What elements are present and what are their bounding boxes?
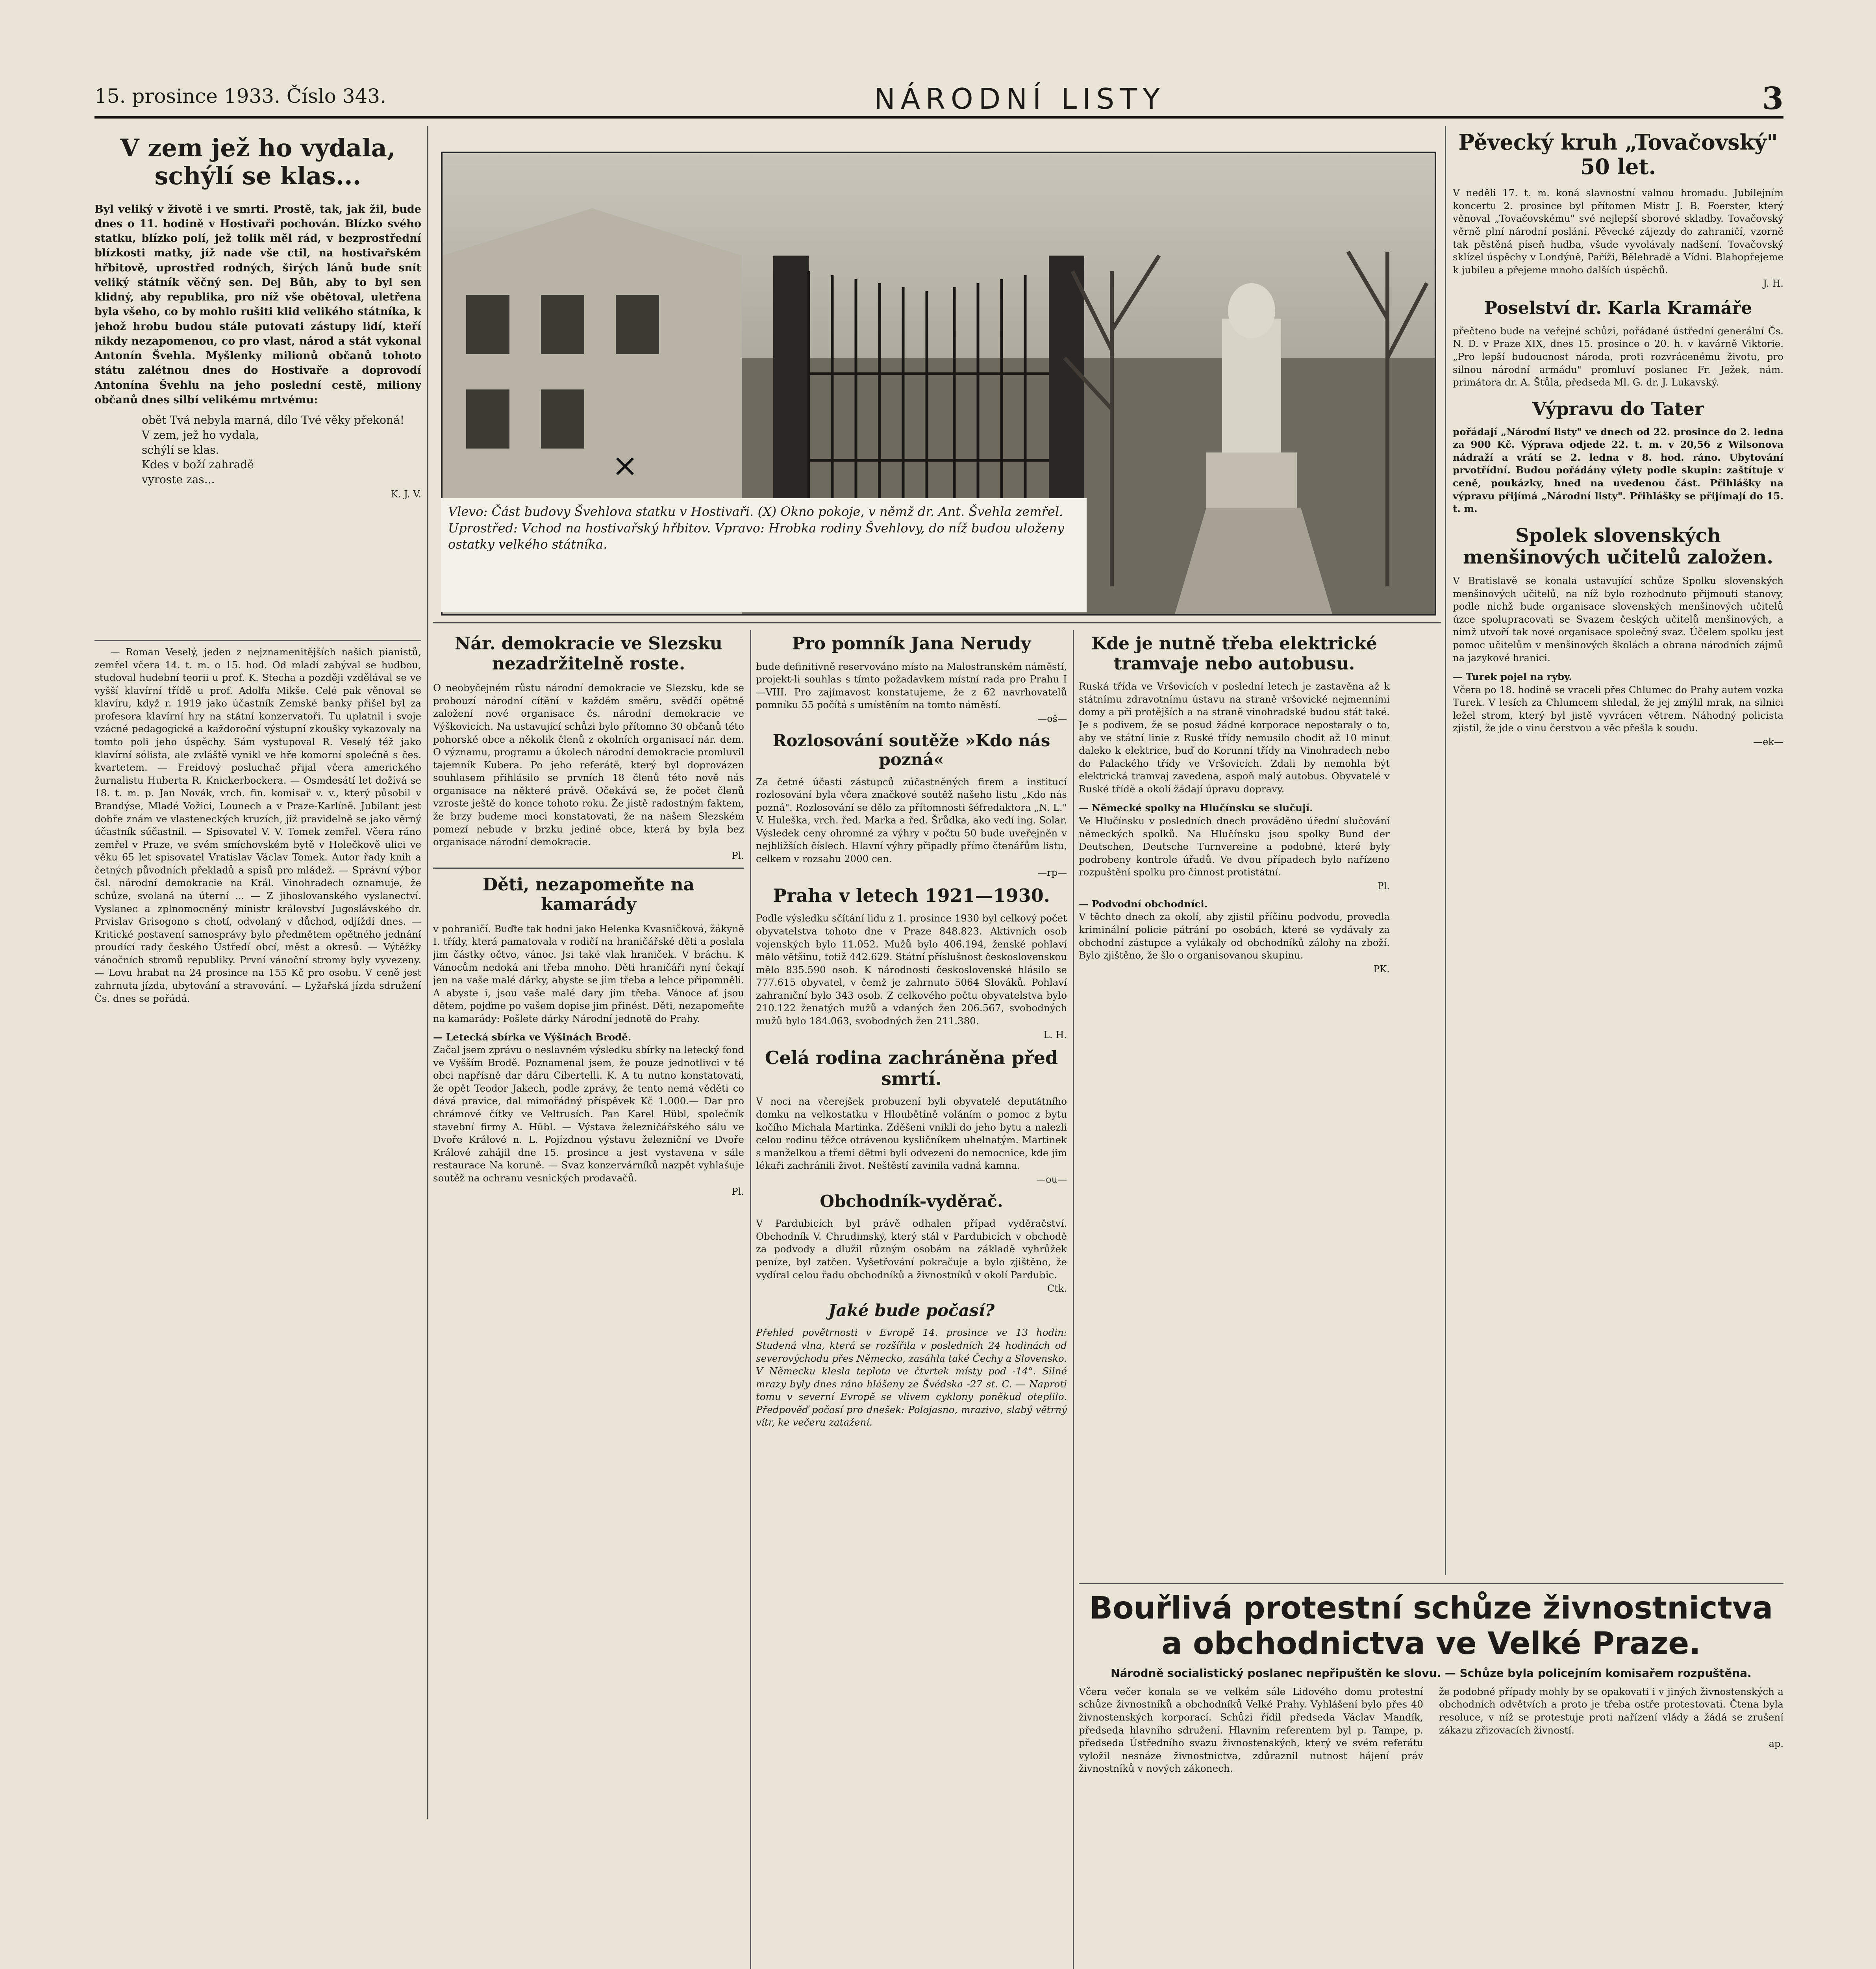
article-title: — Letecká sbírka ve Výšinách Brodě. [433, 1031, 632, 1043]
divider [433, 622, 1441, 623]
article-body: O neobyčejném růstu národní demokracie ve Slezsku, kde se probouzí národní cítění v každém směru, svědčí opětně založení nové organisace čs. národní demokracie ve Výškovicích. Na ustavující schůzi bylo přítomno 30 občanů této pohorské obce a několik členů z okolních organisací nár. dem. O významu, programu a úkolech národní demokracie promluvil tajemník Kubera. Po jeho referátě, který byl doprovázen souhlasem přihlásilo se prvních 18 členů této nově nás organisace na některé právě. Očekává se, že počet členů vzroste ještě do konce tohoto roku. Že jistě radostným faktem, že brzy budeme moci konstatovati, že na našem Slezském pomezí nebude v brzku jediné obce, která by byla bez organisace národní demokracie. [433, 682, 744, 848]
article-title: Pěvecký kruh „Tovačovský" 50 let. [1458, 130, 1778, 180]
column-divider [750, 630, 751, 1969]
article-body: Byl veliký v životě i ve smrti. Prostě, tak, jak žil, bude dnes o 11. hodině v Hostivaři pochován. Blízko svého statku, blízko polí, jež tolik měl rád, v bezprostřední blízkosti matky, jíž nade vše ctil, na hostivařském hřbitově, uprostřed rodných, širých lánů bude snít veliký státník věčný sen. Dej Bůh, aby to byl sen klidný, aby republika, pro níž vše obětoval, uletřena byla všeho, co by mohlo rušiti klid velikého státníka, k jehož hrobu budou stále putovati zástupy lidí, kteří nikdy nezapomenou, co pro vlast, národ a stát vykonal Antonín Švehla. Myšlenky milionů občanů tohoto státu zalétnou dnes do Hostivaře a doprovodí Antonína Švehlu na jeho poslední cestě, miliony občanů dnes silbí velikému mrtvému: [94, 203, 421, 406]
article-title: Spolek slovenských menšinových učitelů založen. [1463, 524, 1773, 568]
article-title: Nár. demokracie ve Slezsku nezadržitelně roste. [455, 634, 722, 674]
article-body: Přehled povětrnosti v Evropě 14. prosince ve 13 hodin: Studená vlna, která se rozšířila v posledních 24 hodinách od severovýchodu přes Německo, zasáhla také Čechy a Slovensko. V Německu klesla teplota ve čtvrtek místy pod -14°. Silné mrazy byly dnes ráno hlášeny ze Švédska -27 st. C. — Naproti tomu v severní Evropě se vlivem cyklony poněkud oteplilo. Předpověď počasí pro dnešek: Polojasno, mrazivo, slabý větrný vítr, ke večeru zatažení. [756, 1327, 1067, 1428]
signature: K. J. V. [391, 489, 421, 500]
article-title: Rozlosování soutěže »Kdo nás pozná« [772, 730, 1050, 769]
article-title: Pro pomník Jana Nerudy [792, 634, 1031, 654]
article-body: v pohraničí. Buďte tak hodni jako Helenka Kvasničková, žákyně I. třídy, která pamatovala v rodičí na hraničářské děti a poslala jim částky očtvo, vánoc. Jsi také vlak hraniček. V bráchu. K Vánocům nedoká ani třeba mnoho. Děti hraničáři nyní čekají jen na vaše malé dárky, abyste se jim třeba a lehce připomněli. A abyste i, jsou vaše malé dary jim třeba. Vánoce ať jsou dětem, pojďme po vašem dopise jim přinést. Děti, nezapomeňte na kamarády: Pošlete dárky Národní jednotě do Prahy. [433, 923, 744, 1024]
divider [1079, 1583, 1783, 1584]
article-body: Začal jsem zprávu o neslavném výsledku sbírky na letecký fond ve Vyšším Brodě. Poznamenal jsem, že pouze jednotlivci v té obci napřísně dar dáru Cibertelli. K. A tu nutno konstatovati, že opět Teodor Jakech, podle zprávy, že tento nemá věděti co dává pravice, dal mimořádný příspěvek Kč 1.000.— Dar pro chrámové čítky ve Veltrusích. Pan Karel Hübl, společník stavební firmy A. Hübl. — Výstava železničářského sálu ve Dvoře Králové n. L. Pojízdnou výstavu železniční ve Dvoře Králové zahájil dne 15. prosince a jest vystavena v sále restaurace Na koruně. — Svaz konzervárníků nazpět vyhlašuje soutěž na ochranu vesnických prodavačů. [433, 1044, 744, 1184]
article-body: bude definitivně reservováno místo na Malostranském náměstí, projekt-li souhlas s tímto požadavkem místní rada pro Prahu I—VIII. Pro zajímavost konstatujeme, že z 62 navrhovatelů pomníku 55 počítá s umístěním na tomto náměstí. [756, 660, 1067, 711]
svg-text:×: × [612, 447, 639, 484]
article-title: — Podvodní obchodníci. [1079, 898, 1208, 910]
column-divider [1445, 126, 1446, 1575]
poem [142, 413, 421, 487]
article-body: Ruská třída ve Vršovicích v poslední letech je zastavěna až k státnímu zdravotnímu ústavu na straně vršovické nejmenními domy a při protějších a na straně vinohradské budou stát také. Je s podivem, že se posud žádné korporace nepostaraly o to, aby ve státní linie z Ruské třídy nemusilo chodit až 10 minut daleko k elektrice, buď do Korunní třídy na Vinohradech nebo do Palackého třídy ve Vršovicích. Zdali by nemohla být elektrická tramvaj zavedena, aspoň malý autobus. Obyvatelé v Ruské třídě a okolí žádají úpravu dopravy. [1079, 680, 1390, 795]
signature: —ek— [1753, 736, 1783, 747]
article-body: Včera večer konala se ve velkém sále Lidového domu protestní schůze živnostníků a obchodníků Velké Prahy. Vyhlášení bylo přes 40 živnostenských korporací. Schůzi řídil předseda Václav Mandík, předseda hlavního sdružení. Hlavním referentem byl p. Tampe, p. předseda Ústředního svazu živnostenských, který ve svém referátu vyložil nesnáze živnostnictva, zdůraznil nutnost hájení práv živnostníků v nových zákonech. [1079, 1685, 1423, 1774]
signature: Pl. [1377, 880, 1390, 892]
article-body: Podle výsledku sčítání lidu z 1. prosince 1930 byl celkový počet obyvatelstva tohoto dne v Praze 848.823. Aktivních osob vojenských bylo 11.052. Mužů bylo 406.194, ženské pohlaví mělo většinu, totiž 442.629. Státní příslušnost československou mělo 835.590 osob. K národnosti československé hlásilo se 777.615 obyvatel, v čemž je zahrnuto 5064 Slováků. Pohlaví zahraniční bylo 343 osob. Z celkového počtu obyvatelstva bylo 210.122 ženatých mužů a vdaných žen 206.567, svobodných mužů bylo 184.063, svobodných žen 211.380. [756, 912, 1067, 1027]
signature: Pl. [732, 1186, 744, 1198]
article-title: — Turek pojel na ryby. [1453, 671, 1572, 683]
column-2 [433, 630, 744, 1642]
issue-date: 15. prosince 1933. Číslo 343. [94, 85, 387, 108]
page-number: 3 [1762, 81, 1783, 117]
signature: L. H. [1043, 1029, 1067, 1040]
signature: —oš— [1037, 713, 1067, 724]
notes-text: — Roman Veselý, jeden z nejznamenitějších našich pianistů, zemřel včera 14. t. m. o 15. hod. Od mladí zabýval se hudbou, studoval hudební teorii u prof. K. Stecha a později vzdělával se ve vyšší klavírní třídě u prof. Adolfa Mikše. Celé pak věnoval se klavíru, když r. 1919 jako účastník Zemské banky přišel byl za profesora klavírní hry na státní konzervatoři. Tu uplatnil i svoje vzácné pedagogické a každoroční výstupní zkoušky vykazovaly na tomto poli jeho úspěchy. Sám vystupoval R. Veselý též jako klavírní sólista, ale zvláště vynikl ve hře komorní společně s čes. kvartetem. — Freidový posluchač přijal včera amerického žurnalistu Huberta R. Knickerbockera. — Osmdesátí let dožívá se 18. t. m. p. Jan Novák, vrch. fin. komisař v. v., který působil v Brandýse, Mladé Vožici, Lounech a v Praze-Karlíně. Jubilant jest dobře znám ve vlasteneckých kruzích, již pravidelně se jako věrný účastník súčastnil. — Spisovatel V. V. Tomek zemřel. Včera ráno zemřel v Praze, ve svém smíchovském bytě v Holečkově ulici ve věku 65 let spisovatel Vratislav Václav Tomek. Autor řady knih a četných původních překladů a spisů pro mládež. — Správní výbor čsl. národní demokracie na Král. Vinohradech oznamuje, že schůze, svolaná na úterní ... — Z jihoslovanského vyslanectví. Vyslanec a zplnomocněný ministr království Jugoslávského dr. Prvislav Grisogono s chotí, odvolaný v důchod, odjíždí dnes. — Kritické postavení samosprávy bylo předmětem opětného jednání proudící rady českého Ústředí obcí, měst a okresů. — Výtěžky vánočních stromů republiky. První vánoční stromy byly vyvezeny. — Lovu hrabat na 24 prosince na 155 Kč pro osobu. V ceně jest zahrnuta jízda, ubytování a stravování. — Lyžařská jízda sdružení Čs. dnes se pořádá. [94, 646, 421, 1004]
article-body: přečteno bude na veřejné schůzi, pořádané ústřední generální Čs. N. D. v Praze XIX, dnes 15. prosince o 20. h. v kavárně Viktorie. „Pro lepší budoucnost národa, proti rozvrácenému životu, pro silnou národní armádu" promluví poslanec Fr. Ježek, nám. primátora dr. A. Štůla, předseda Ml. G. dr. J. Lukavský. [1453, 325, 1783, 388]
signature: Pl. [732, 850, 744, 861]
signature: —rp— [1037, 867, 1067, 878]
masthead [94, 81, 1783, 119]
article-body: V noci na včerejšek probuzení byli obyvatelé deputátního domku na velkostatku v Hloubětíně voláním o pomoc z bytu kočího Michala Martinka. Zděšeni vnikli do jeho bytu a nalezli celou rodinu těžce otrávenou kysličníkem uhelnatým. Martinek s manželkou a třemi dětmi byli odvezeni do nemocnice, kde jim lékaři zachránili život. Neštěstí zavinila vadná kamna. [756, 1096, 1067, 1172]
poem-line: vyroste zas... [142, 473, 215, 486]
signature: —ou— [1036, 1174, 1067, 1185]
article-title: — Německé spolky na Hlučínsku se slučují. [1079, 802, 1313, 814]
article-v-zem [94, 126, 421, 638]
signature: PK. [1373, 963, 1390, 975]
poem-line: schýlí se klas. [142, 443, 219, 456]
article-title: Praha v letech 1921—1930. [773, 884, 1050, 906]
article-title: Obchodník-vyděrač. [820, 1191, 1003, 1211]
article-title: Jaké bude počasí? [828, 1301, 995, 1320]
column-4 [1079, 630, 1390, 1575]
article-title: Výpravu do Tater [1532, 398, 1704, 419]
column-notes [94, 646, 421, 1642]
divider [94, 640, 421, 641]
article-title: Bouřlivá protestní schůze živnostnictva a obchodnictva ve Velké Praze. [1089, 1591, 1773, 1661]
article-title: Celá rodina zachráněna před smrtí. [765, 1047, 1058, 1089]
article-body: V neděli 17. t. m. koná slavnostní valnou hromadu. Jubilejním koncertu 2. prosince byl přítomen Mistr J. B. Foerster, který věnoval „Tovačovskému" své nejlepší sborové skladby. Tovačovský věrně plní národní poslání. Pěvecké zájezdy do zahraničí, vzorně tak pěstěná píseň hudba, všude vyvolávaly nadšení. Tovačovský sklízel úspěchy v Londýně, Paříži, Bělehradě a Vídni. Blahopřejeme k jubileu a přejeme mnoho dalších úspěchů. [1453, 187, 1783, 276]
article-title: Děti, nezapomeňte na kamarády [482, 874, 695, 915]
article-title: V zem jež ho vydala, schýlí se klas... [120, 133, 396, 191]
divider [433, 868, 744, 869]
article-body: V těchto dnech za okolí, aby zjistil příčinu podvodu, provedla kriminální policie pátrání po osobách, které se vydávaly za obchodní zástupce a vylákaly od obchodníků zálohy na zboží. Bylo zjištěno, že šlo o organisovanou skupinu. [1079, 911, 1390, 961]
signature: Ctk. [1047, 1283, 1067, 1294]
article-title: Poselství dr. Karla Kramáře [1484, 298, 1752, 319]
article-body: Za četné účasti zástupců zúčastněných firem a institucí rozlosování byla včera značkové soutěž našeho listu „Kdo nás pozná". Rozlosování se dělo za přítomnosti šéfredaktora „N. L." V. Huleška, vrch. řed. Marka a řed. Šrůdka, ako vedí ing. Solar. Výsledek ceny ohromné za výhry v počtu 50 bude uveřejněn v nejbližších číslech. Hlavní výhry připadly přímo čtenářům listu, celkem v rozsahu 2000 cen. [756, 776, 1067, 864]
poem-line: V zem, jež ho vydala, [142, 428, 259, 441]
column-divider [1073, 630, 1074, 1969]
article-body: Ve Hlučínsku v posledních dnech prováděno úřední slučování německých spolků. Na Hlučínsku jsou spolky Bund der Deutschen, Deutsche Turnvereine a podobné, které byly podrobeny kontrole úřadů. Ve dvou případech bylo nařízeno rozpuštění spolku pro činnost protistátní. [1079, 815, 1390, 878]
article-body: V Pardubicích byl právě odhalen případ vyděračství. Obchodník V. Chrudimský, který stál v Pardubicích v obchodě za podvody a dlužil různým osobám na základě vyhrůžek peníze, byl zatčen. Vyšetřování pokračuje a bylo zjištěno, že vydíral celou řadu obchodníků a živnostníků v okolí Pardubic. [756, 1218, 1067, 1281]
article-body: V Bratislavě se konala ustavující schůze Spolku slovenských menšinových učitelů, na níž bylo rozhodnuto přijmouti stanovy, podle nichž bude organisace slovenských menšinových učitelů úzce spolupracovati se Svazem českých učitelů menšinových, a nimž utvoří tak nové organisace společný svaz. Účelem spolku jest pomoc učitelům v menšinových školách a obrana národních zájmů na jazykové hranici. [1453, 575, 1783, 664]
article-body: že podobné případy mohly by se opakovati i v jiných živnostenských a obchodních odvětvích a proto je třeba ostře protestovati. Čtena byla resoluce, v níž se protestuje proti nařízení vlády a žádá se zrušení zákazu zřizovacích živností. [1439, 1685, 1783, 1736]
photo-caption: Vlevo: Část budovy Švehlova statku v Hostivaři. (X) Okno pokoje, v němž dr. Ant. Švehla zemřel. Uprostřed: Vchod na hostivařský hřbitov. Vpravo: Hrobka rodiny Švehlovy, do níž budou uloženy ostatky velkého státníka. [441, 498, 1087, 612]
article-body: pořádají „Národní listy" ve dnech od 22. prosince do 2. ledna za 900 Kč. Výprava odjede 22. t. m. v 20,56 z Wilsonova nádraží a vrátí se 2. ledna v 8. hod. ráno. Ubytování prvotřídní. Budou pořádány výlety podle skupin: zaštítuje v ceně, poukázky, hned na uvedenou část. Přihlášky na výpravu přijímá „Národní listy". Přihlášky se přijímají do 15. t. m. [1453, 426, 1783, 515]
column-divider [427, 126, 428, 1819]
poem-line: Kdes v boží zahradě [142, 458, 254, 471]
article-bourliva [1079, 1591, 1783, 1969]
newspaper-title: NÁRODNÍ LISTY [874, 82, 1166, 115]
article-body: Včera po 18. hodině se vraceli přes Chlumec do Prahy autem vozka Turek. V lesích za Chlumcem shledal, že jej zmýlil mrak, na silnici ležel strom, který byl jistě vyvrácen větrem. Náhodný policista zjistil, že jde o vinu čerstvou a věc přešla k soudu. [1453, 684, 1783, 734]
column-3 [756, 630, 1067, 1863]
column-5 [1453, 126, 1783, 1575]
signature: ap. [1769, 1738, 1783, 1750]
poem-line: obět Tvá nebyla marná, dílo Tvé věky překoná! [142, 413, 404, 427]
signature: J. H. [1763, 278, 1783, 289]
article-title: Kde je nutně třeba elektrické tramvaje nebo autobusu. [1091, 634, 1377, 674]
article-subtitle: Národně socialistický poslanec nepřipuštěn ke slovu. — Schůze byla policejním komisařem rozpuštěna. [1111, 1667, 1752, 1680]
